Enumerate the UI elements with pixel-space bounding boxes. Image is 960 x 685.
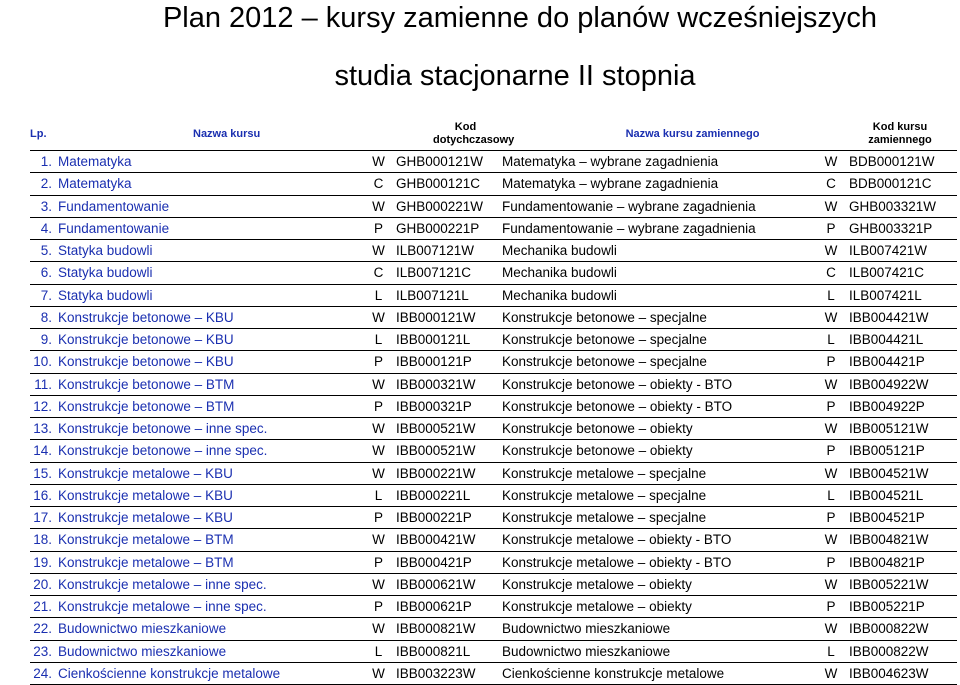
course-name: Matematyka: [58, 151, 363, 173]
course-code: ILB007121L: [394, 284, 498, 306]
course-form: L: [363, 640, 394, 662]
replacement-course-code: IBB000822W: [847, 618, 957, 640]
replacement-course-name: Fundamentowanie – wybrane zagadnienia: [498, 195, 815, 217]
replacement-course-code: BDB000121C: [847, 173, 957, 195]
course-form: W: [363, 240, 394, 262]
row-number: 3.: [30, 195, 58, 217]
replacement-course-code: IBB004521P: [847, 507, 957, 529]
row-number: 5.: [30, 240, 58, 262]
course-form: L: [363, 484, 394, 506]
course-name: Statyka budowli: [58, 284, 363, 306]
row-number: 6.: [30, 262, 58, 284]
course-form: P: [363, 351, 394, 373]
course-name: Konstrukcje metalowe – KBU: [58, 462, 363, 484]
course-code: GHB000221P: [394, 217, 498, 239]
replacement-course-code: IBB004421W: [847, 306, 957, 328]
row-number: 21.: [30, 596, 58, 618]
table-row: [30, 462, 957, 484]
course-code: IBB000421P: [394, 551, 498, 573]
replacement-course-code: GHB003321W: [847, 195, 957, 217]
page-title: Plan 2012 – kursy zamienne do planów wcześniejszych: [162, 2, 878, 34]
course-code: IBB000521W: [394, 440, 498, 462]
table-row: [30, 329, 957, 351]
replacement-form: W: [815, 373, 847, 395]
course-name: Matematyka: [58, 173, 363, 195]
table-row: [30, 484, 957, 506]
course-name: Statyka budowli: [58, 240, 363, 262]
replacement-form: P: [815, 395, 847, 417]
table-row: [30, 284, 957, 306]
replacement-course-name: Fundamentowanie – wybrane zagadnienia: [498, 217, 815, 239]
course-code: IBB000221L: [394, 484, 498, 506]
course-name: Fundamentowanie: [58, 195, 363, 217]
replacement-course-code: IBB005121P: [847, 440, 957, 462]
replacement-course-code: IBB005221W: [847, 573, 957, 595]
course-code: IBB000221W: [394, 462, 498, 484]
replacement-course-name: Konstrukcje metalowe – obiekty - BTO: [498, 551, 815, 573]
course-code: IBB000821W: [394, 618, 498, 640]
course-name: Konstrukcje metalowe – inne spec.: [58, 573, 363, 595]
replacement-courses-table: [30, 118, 957, 685]
course-name: Konstrukcje betonowe – BTM: [58, 373, 363, 395]
replacement-course-code: GHB003321P: [847, 217, 957, 239]
replacement-course-code: ILB007421W: [847, 240, 957, 262]
replacement-course-name: Konstrukcje betonowe – obiekty - BTO: [498, 395, 815, 417]
course-code: IBB000521W: [394, 418, 498, 440]
replacement-form: L: [815, 329, 847, 351]
course-name: Konstrukcje betonowe – BTM: [58, 395, 363, 417]
row-number: 20.: [30, 573, 58, 595]
course-name: Budownictwo mieszkaniowe: [58, 618, 363, 640]
course-form: P: [363, 596, 394, 618]
row-number: 19.: [30, 551, 58, 573]
row-number: 7.: [30, 284, 58, 306]
course-code: IBB000821L: [394, 640, 498, 662]
table-row: [30, 351, 957, 373]
course-code: IBB003223W: [394, 662, 498, 684]
replacement-course-code: IBB004421L: [847, 329, 957, 351]
header-replacement-code: Kod kursu zamiennego: [847, 118, 957, 151]
replacement-course-code: IBB004821P: [847, 551, 957, 573]
table-row: [30, 596, 957, 618]
replacement-course-name: Konstrukcje betonowe – obiekty: [498, 440, 815, 462]
course-form: P: [363, 507, 394, 529]
row-number: 1.: [30, 151, 58, 173]
table-row: [30, 440, 957, 462]
row-number: 24.: [30, 662, 58, 684]
table-row: [30, 573, 957, 595]
replacement-course-name: Mechanika budowli: [498, 240, 815, 262]
header-current-code: Kod dotychczasowy: [363, 118, 498, 151]
row-number: 8.: [30, 306, 58, 328]
replacement-course-name: Konstrukcje metalowe – specjalne: [498, 484, 815, 506]
course-code: GHB000121C: [394, 173, 498, 195]
replacement-course-name: Konstrukcje metalowe – obiekty: [498, 596, 815, 618]
replacement-course-name: Konstrukcje betonowe – specjalne: [498, 306, 815, 328]
replacement-form: W: [815, 151, 847, 173]
course-form: W: [363, 195, 394, 217]
course-code: IBB000621W: [394, 573, 498, 595]
replacement-course-name: Budownictwo mieszkaniowe: [498, 640, 815, 662]
replacement-course-code: BDB000121W: [847, 151, 957, 173]
replacement-form: W: [815, 240, 847, 262]
course-form: P: [363, 551, 394, 573]
header-replacement-name: Nazwa kursu zamiennego: [498, 118, 847, 151]
course-form: C: [363, 262, 394, 284]
course-name: Budownictwo mieszkaniowe: [58, 640, 363, 662]
course-form: W: [363, 440, 394, 462]
replacement-form: C: [815, 173, 847, 195]
table-row: [30, 195, 957, 217]
header-lp: Lp.: [30, 118, 58, 151]
table-row: [30, 529, 957, 551]
course-form: L: [363, 329, 394, 351]
course-form: W: [363, 573, 394, 595]
table-header-row: [30, 118, 957, 151]
replacement-course-name: Cienkościenne konstrukcje metalowe: [498, 662, 815, 684]
row-number: 10.: [30, 351, 58, 373]
row-number: 15.: [30, 462, 58, 484]
course-code: GHB000121W: [394, 151, 498, 173]
replacement-form: W: [815, 529, 847, 551]
replacement-form: C: [815, 262, 847, 284]
replacement-course-name: Konstrukcje metalowe – obiekty: [498, 573, 815, 595]
replacement-course-code: IBB004922W: [847, 373, 957, 395]
replacement-form: W: [815, 306, 847, 328]
replacement-course-code: ILB007421L: [847, 284, 957, 306]
replacement-course-name: Mechanika budowli: [498, 284, 815, 306]
replacement-course-name: Matematyka – wybrane zagadnienia: [498, 151, 815, 173]
replacement-form: L: [815, 484, 847, 506]
replacement-course-code: IBB004922P: [847, 395, 957, 417]
replacement-form: P: [815, 351, 847, 373]
replacement-course-code: IBB004521W: [847, 462, 957, 484]
course-code: ILB007121W: [394, 240, 498, 262]
course-code: IBB000121W: [394, 306, 498, 328]
row-number: 12.: [30, 395, 58, 417]
table-row: [30, 217, 957, 239]
row-number: 4.: [30, 217, 58, 239]
replacement-course-code: IBB004821W: [847, 529, 957, 551]
replacement-form: W: [815, 662, 847, 684]
course-name: Statyka budowli: [58, 262, 363, 284]
course-code: IBB000621P: [394, 596, 498, 618]
row-number: 23.: [30, 640, 58, 662]
course-code: IBB000321P: [394, 395, 498, 417]
course-form: W: [363, 418, 394, 440]
course-form: W: [363, 618, 394, 640]
course-name: Konstrukcje metalowe – BTM: [58, 551, 363, 573]
row-number: 11.: [30, 373, 58, 395]
course-code: IBB000321W: [394, 373, 498, 395]
course-code: IBB000121P: [394, 351, 498, 373]
course-code: GHB000221W: [394, 195, 498, 217]
replacement-form: P: [815, 551, 847, 573]
course-form: W: [363, 306, 394, 328]
course-name: Konstrukcje metalowe – KBU: [58, 507, 363, 529]
course-code: ILB007121C: [394, 262, 498, 284]
replacement-course-code: ILB007421C: [847, 262, 957, 284]
table-row: [30, 240, 957, 262]
course-name: Konstrukcje metalowe – KBU: [58, 484, 363, 506]
course-name: Cienkościenne konstrukcje metalowe: [58, 662, 363, 684]
replacement-form: L: [815, 284, 847, 306]
table-row: [30, 173, 957, 195]
row-number: 16.: [30, 484, 58, 506]
replacement-course-name: Konstrukcje metalowe – specjalne: [498, 507, 815, 529]
replacement-form: P: [815, 217, 847, 239]
course-name: Konstrukcje betonowe – inne spec.: [58, 440, 363, 462]
course-form: C: [363, 173, 394, 195]
course-code: IBB000121L: [394, 329, 498, 351]
replacement-course-name: Konstrukcje betonowe – specjalne: [498, 329, 815, 351]
replacement-form: W: [815, 618, 847, 640]
course-form: W: [363, 151, 394, 173]
replacement-course-name: Konstrukcje betonowe – specjalne: [498, 351, 815, 373]
replacement-course-code: IBB004421P: [847, 351, 957, 373]
replacement-course-name: Konstrukcje metalowe – specjalne: [498, 462, 815, 484]
course-name: Konstrukcje metalowe – inne spec.: [58, 596, 363, 618]
row-number: 14.: [30, 440, 58, 462]
replacement-form: P: [815, 596, 847, 618]
row-number: 2.: [30, 173, 58, 195]
replacement-form: W: [815, 195, 847, 217]
replacement-course-name: Konstrukcje metalowe – obiekty - BTO: [498, 529, 815, 551]
replacement-course-name: Mechanika budowli: [498, 262, 815, 284]
course-code: IBB000421W: [394, 529, 498, 551]
header-course-name: Nazwa kursu: [58, 118, 363, 151]
replacement-form: P: [815, 507, 847, 529]
course-name: Konstrukcje betonowe – inne spec.: [58, 418, 363, 440]
table-row: [30, 306, 957, 328]
row-number: 9.: [30, 329, 58, 351]
table-row: [30, 507, 957, 529]
replacement-course-code: IBB005221P: [847, 596, 957, 618]
course-form: W: [363, 529, 394, 551]
course-name: Konstrukcje metalowe – BTM: [58, 529, 363, 551]
table-row: [30, 418, 957, 440]
page-subtitle: studia stacjonarne II stopnia: [334, 60, 696, 92]
course-form: L: [363, 284, 394, 306]
table-row: [30, 373, 957, 395]
course-name: Fundamentowanie: [58, 217, 363, 239]
course-form: W: [363, 462, 394, 484]
course-name: Konstrukcje betonowe – KBU: [58, 329, 363, 351]
table-row: [30, 662, 957, 684]
replacement-course-name: Konstrukcje betonowe – obiekty - BTO: [498, 373, 815, 395]
table-row: [30, 395, 957, 417]
replacement-form: P: [815, 440, 847, 462]
row-number: 17.: [30, 507, 58, 529]
replacement-course-code: IBB004521L: [847, 484, 957, 506]
course-name: Konstrukcje betonowe – KBU: [58, 351, 363, 373]
course-form: P: [363, 395, 394, 417]
course-form: P: [363, 217, 394, 239]
table-row: [30, 151, 957, 173]
replacement-course-name: Budownictwo mieszkaniowe: [498, 618, 815, 640]
replacement-form: W: [815, 418, 847, 440]
table-row: [30, 640, 957, 662]
course-code: IBB000221P: [394, 507, 498, 529]
replacement-course-name: Matematyka – wybrane zagadnienia: [498, 173, 815, 195]
replacement-course-code: IBB000822W: [847, 640, 957, 662]
row-number: 22.: [30, 618, 58, 640]
replacement-form: W: [815, 462, 847, 484]
replacement-course-code: IBB004623W: [847, 662, 957, 684]
replacement-form: L: [815, 640, 847, 662]
table-row: [30, 618, 957, 640]
row-number: 18.: [30, 529, 58, 551]
replacement-course-name: Konstrukcje betonowe – obiekty: [498, 418, 815, 440]
replacement-form: W: [815, 573, 847, 595]
course-form: W: [363, 373, 394, 395]
table-row: [30, 551, 957, 573]
course-form: W: [363, 662, 394, 684]
row-number: 13.: [30, 418, 58, 440]
course-name: Konstrukcje betonowe – KBU: [58, 306, 363, 328]
replacement-course-code: IBB005121W: [847, 418, 957, 440]
table-row: [30, 262, 957, 284]
